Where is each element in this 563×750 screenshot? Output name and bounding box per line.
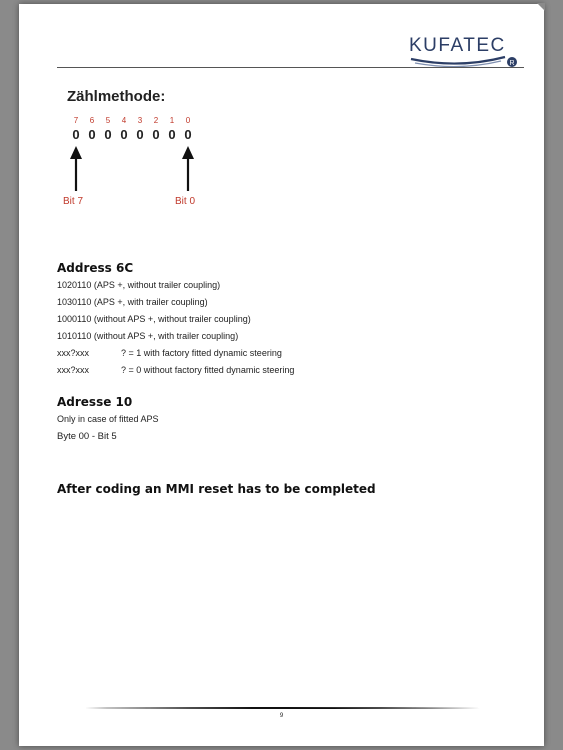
document-page <box>19 4 544 746</box>
bit-index: 4 <box>121 116 127 125</box>
byte-bit-line: Byte 00 - Bit 5 <box>57 431 117 442</box>
arrows <box>57 84 257 219</box>
bit-value: 0 <box>120 127 128 142</box>
bit-index: 1 <box>169 116 175 125</box>
counting-diagram <box>57 84 257 219</box>
address-line: 1020110 (APS +, without trailer coupling) <box>57 280 221 290</box>
address-line: 1030110 (APS +, with trailer coupling) <box>57 297 208 307</box>
code-placeholder: xxx?xxx <box>57 348 90 358</box>
bit-value: 0 <box>184 127 192 142</box>
bit-value: 0 <box>136 127 144 142</box>
bit-value: 0 <box>104 127 112 142</box>
code-description: ? = 0 without factory fitted dynamic steering <box>121 365 295 375</box>
aps-note: Only in case of fitted APS <box>57 414 159 424</box>
bit-index: 7 <box>73 116 79 125</box>
address-line <box>57 365 295 375</box>
arrow-up-icon <box>182 146 194 191</box>
code-placeholder: xxx?xxx <box>57 365 90 375</box>
address-line: 1010110 (without APS +, with trailer coupling) <box>57 331 239 341</box>
bit-value: 0 <box>168 127 176 142</box>
footer-divider <box>85 706 480 710</box>
bit-index: 0 <box>185 116 191 125</box>
mmi-reset-note: After coding an MMI reset has to be completed <box>57 482 376 496</box>
bit-0-label: Bit 0 <box>175 196 196 207</box>
page-curl <box>537 3 545 11</box>
header-divider <box>57 67 524 68</box>
bit-index: 3 <box>137 116 143 125</box>
code-description: ? = 1 with factory fitted dynamic steering <box>121 348 282 358</box>
bit-value: 0 <box>88 127 96 142</box>
arrow-up-icon <box>70 146 82 191</box>
bit-value: 0 <box>152 127 160 142</box>
page-number: 9 <box>279 713 284 719</box>
address-line <box>57 348 282 358</box>
bit-index: 5 <box>105 116 111 125</box>
address-6c-heading: Address 6C <box>57 261 134 275</box>
bit-value: 0 <box>72 127 80 142</box>
logo-text: KUFATEC <box>409 35 506 56</box>
bit-7-label: Bit 7 <box>63 196 84 207</box>
registered-mark: R <box>509 60 515 67</box>
bit-index: 6 <box>89 116 95 125</box>
logo-swoosh-icon <box>409 53 519 71</box>
diagram-title: Zählmethode: <box>67 88 166 105</box>
address-line: 1000110 (without APS +, without trailer coupling) <box>57 314 251 324</box>
kufatec-logo <box>409 31 519 71</box>
adresse-10-heading: Adresse 10 <box>57 395 133 409</box>
bit-index: 2 <box>153 116 159 125</box>
